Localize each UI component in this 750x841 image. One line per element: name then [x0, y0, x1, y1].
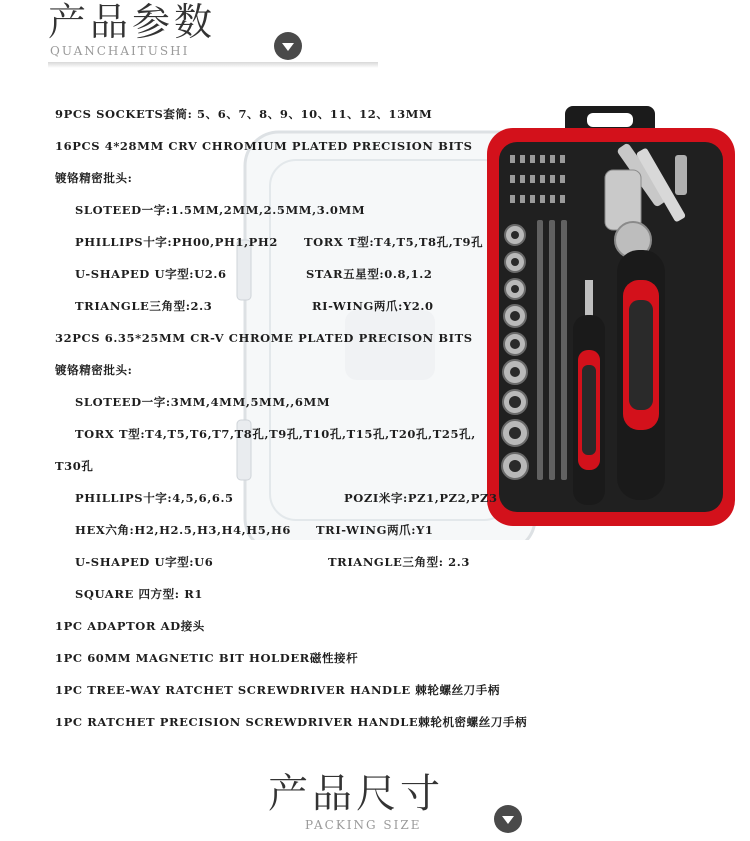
- spec-riwing: RI-WING两爪:Y2.0: [312, 299, 434, 313]
- spec-torx-2-cont: T30孔: [55, 459, 94, 473]
- chevron-down-icon[interactable]: [274, 32, 302, 60]
- spec-precision-handle: 1PC RATCHET PRECISION SCREWDRIVER HANDLE棘轮机密螺丝刀手柄: [55, 715, 528, 729]
- spec-torx-2: TORX T型:T4,T5,T6,T7,T8孔,T9孔,T10孔,T15孔,T20孔,T25孔,: [75, 427, 476, 441]
- product-image-tool-kit: [225, 100, 745, 540]
- spec-hex: HEX六角:H2,H2.5,H3,H4,H5,H6: [75, 523, 292, 537]
- spec-32pcs-bits: 32PCS 6.35*25MM CR-V CHROME PLATED PRECISON BITS: [55, 331, 473, 345]
- spec-square: SQUARE 四方型: R1: [75, 587, 203, 601]
- spec-phillips-1: PHILLIPS十字:PH00,PH1,PH2: [75, 235, 278, 249]
- spec-pozi: POZI米字:PZ1,PZ2,PZ3: [344, 491, 498, 505]
- spec-sockets: 9PCS SOCKETS套筒: 5、6、7、8、9、10、11、12、13MM: [55, 107, 433, 121]
- header-divider: [48, 62, 378, 68]
- spec-torx-1: TORX T型:T4,T5,T8孔,T9孔: [304, 235, 484, 249]
- spec-slotted-2: SLOTEED一字:3MM,4MM,5MM,,6MM: [75, 395, 331, 409]
- spec-triwing: TRI-WING两爪:Y1: [316, 523, 434, 537]
- spec-slotted-1: SLOTEED一字:1.5MM,2MM,2.5MM,3.0MM: [75, 203, 366, 217]
- spec-triangle-1: TRIANGLE三角型:2.3: [75, 299, 213, 313]
- chevron-down-icon-2[interactable]: [494, 805, 522, 833]
- spec-phillips-2: PHILLIPS十字:4,5,6,6.5: [75, 491, 234, 505]
- spec-adaptor: 1PC ADAPTOR AD接头: [55, 619, 205, 633]
- spec-three-way-handle: 1PC TREE-WAY RATCHET SCREWDRIVER HANDLE 棘轮螺丝刀手柄: [55, 683, 500, 697]
- spec-ushaped-1: U-SHAPED U字型:U2.6: [75, 267, 227, 281]
- spec-16pcs-bits: 16PCS 4*28MM CRV CHROMIUM PLATED PRECISION BITS: [55, 139, 473, 153]
- spec-heading-precision-bits: 镀铬精密批头:: [55, 171, 133, 185]
- section-subtitle-packing: PACKING SIZE: [305, 818, 422, 832]
- spec-triangle-2: TRIANGLE三角型: 2.3: [328, 555, 470, 569]
- spec-ushaped-2: U-SHAPED U字型:U6: [75, 555, 214, 569]
- spec-heading-precision-bits-2: 镀铬精密批头:: [55, 363, 133, 377]
- section-title-packing-size: 产品尺寸: [268, 771, 444, 817]
- spec-bit-holder: 1PC 60MM MAGNETIC BIT HOLDER磁性接杆: [55, 651, 359, 665]
- section-title-product-params: 产品参数: [48, 0, 217, 44]
- section-subtitle: QUANCHAITUSHI: [50, 44, 190, 58]
- spec-star: STAR五星型:0.8,1.2: [306, 267, 433, 281]
